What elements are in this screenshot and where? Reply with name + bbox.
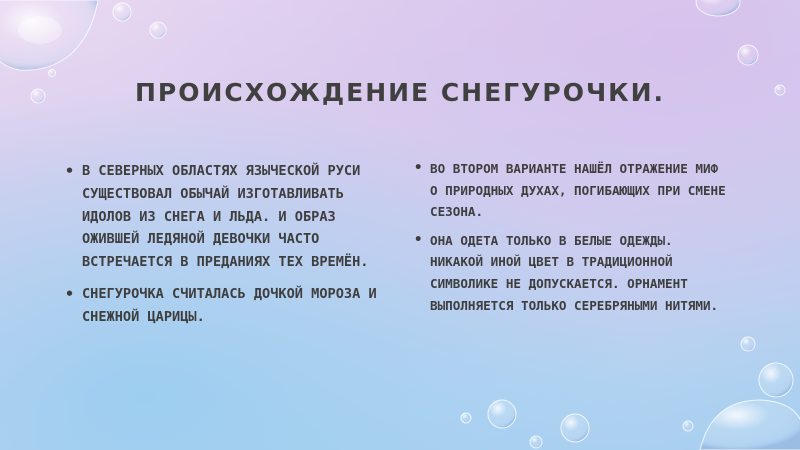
slide-title: ПРОИСХОЖДЕНИЕ СНЕГУРОЧКИ.	[134, 78, 666, 107]
bullet-dot-icon: •	[414, 160, 423, 176]
bullet-item	[412, 230, 732, 316]
bullet-dot-icon: •	[414, 231, 423, 248]
bullet-dot-icon: •	[65, 162, 75, 180]
bullet-item	[412, 158, 732, 223]
bullet-text: ВО ВТОРОМ ВАРИАНТЕ НАШЁЛ ОТРАЖЕНИЕ МИФ О ПРИРОДНЫХ ДУХАХ, ПОГИБАЮЩИХ ПРИ СМЕНЕ СЕЗОНА.	[430, 161, 726, 220]
bullet-text: ОНА ОДЕТА ТОЛЬКО В БЕЛЫЕ ОДЕЖДЫ. НИКАКОЙ ИНОЙ ЦВЕТ В ТРАДИЦИОННОЙ СИМВОЛИКЕ НЕ ДОПУСКАЕТСЯ. ОРНАМЕНТ ВЫПОЛНЯЕТСЯ ТОЛЬКО СЕРЕБРЯНЫМИ НИТЯМИ.	[430, 232, 719, 313]
right-column	[412, 158, 732, 323]
bullet-item	[62, 283, 392, 329]
bullet-item	[62, 160, 392, 274]
bullet-text: В СЕВЕРНЫХ ОБЛАСТЯХ ЯЗЫЧЕСКОЙ РУСИ СУЩЕСТВОВАЛ ОБЫЧАЙ ИЗГОТАВЛИВАТЬ ИДОЛОВ ИЗ СНЕГА И ЛЬДА. И ОБРАЗ ОЖИВШЕЙ ЛЕДЯНОЙ ДЕВОЧКИ ЧАСТО ВСТРЕЧАЕТСЯ В ПРЕДАНИЯХ ТЕХ ВРЕМЁН.	[82, 163, 369, 271]
left-column	[62, 160, 392, 338]
bullet-text: СНЕГУРОЧКА СЧИТАЛАСЬ ДОЧКОЙ МОРОЗА И СНЕЖНОЙ ЦАРИЦЫ.	[82, 285, 377, 325]
bubble-cluster-bottom-right	[461, 337, 800, 450]
bullet-dot-icon: •	[65, 284, 75, 303]
